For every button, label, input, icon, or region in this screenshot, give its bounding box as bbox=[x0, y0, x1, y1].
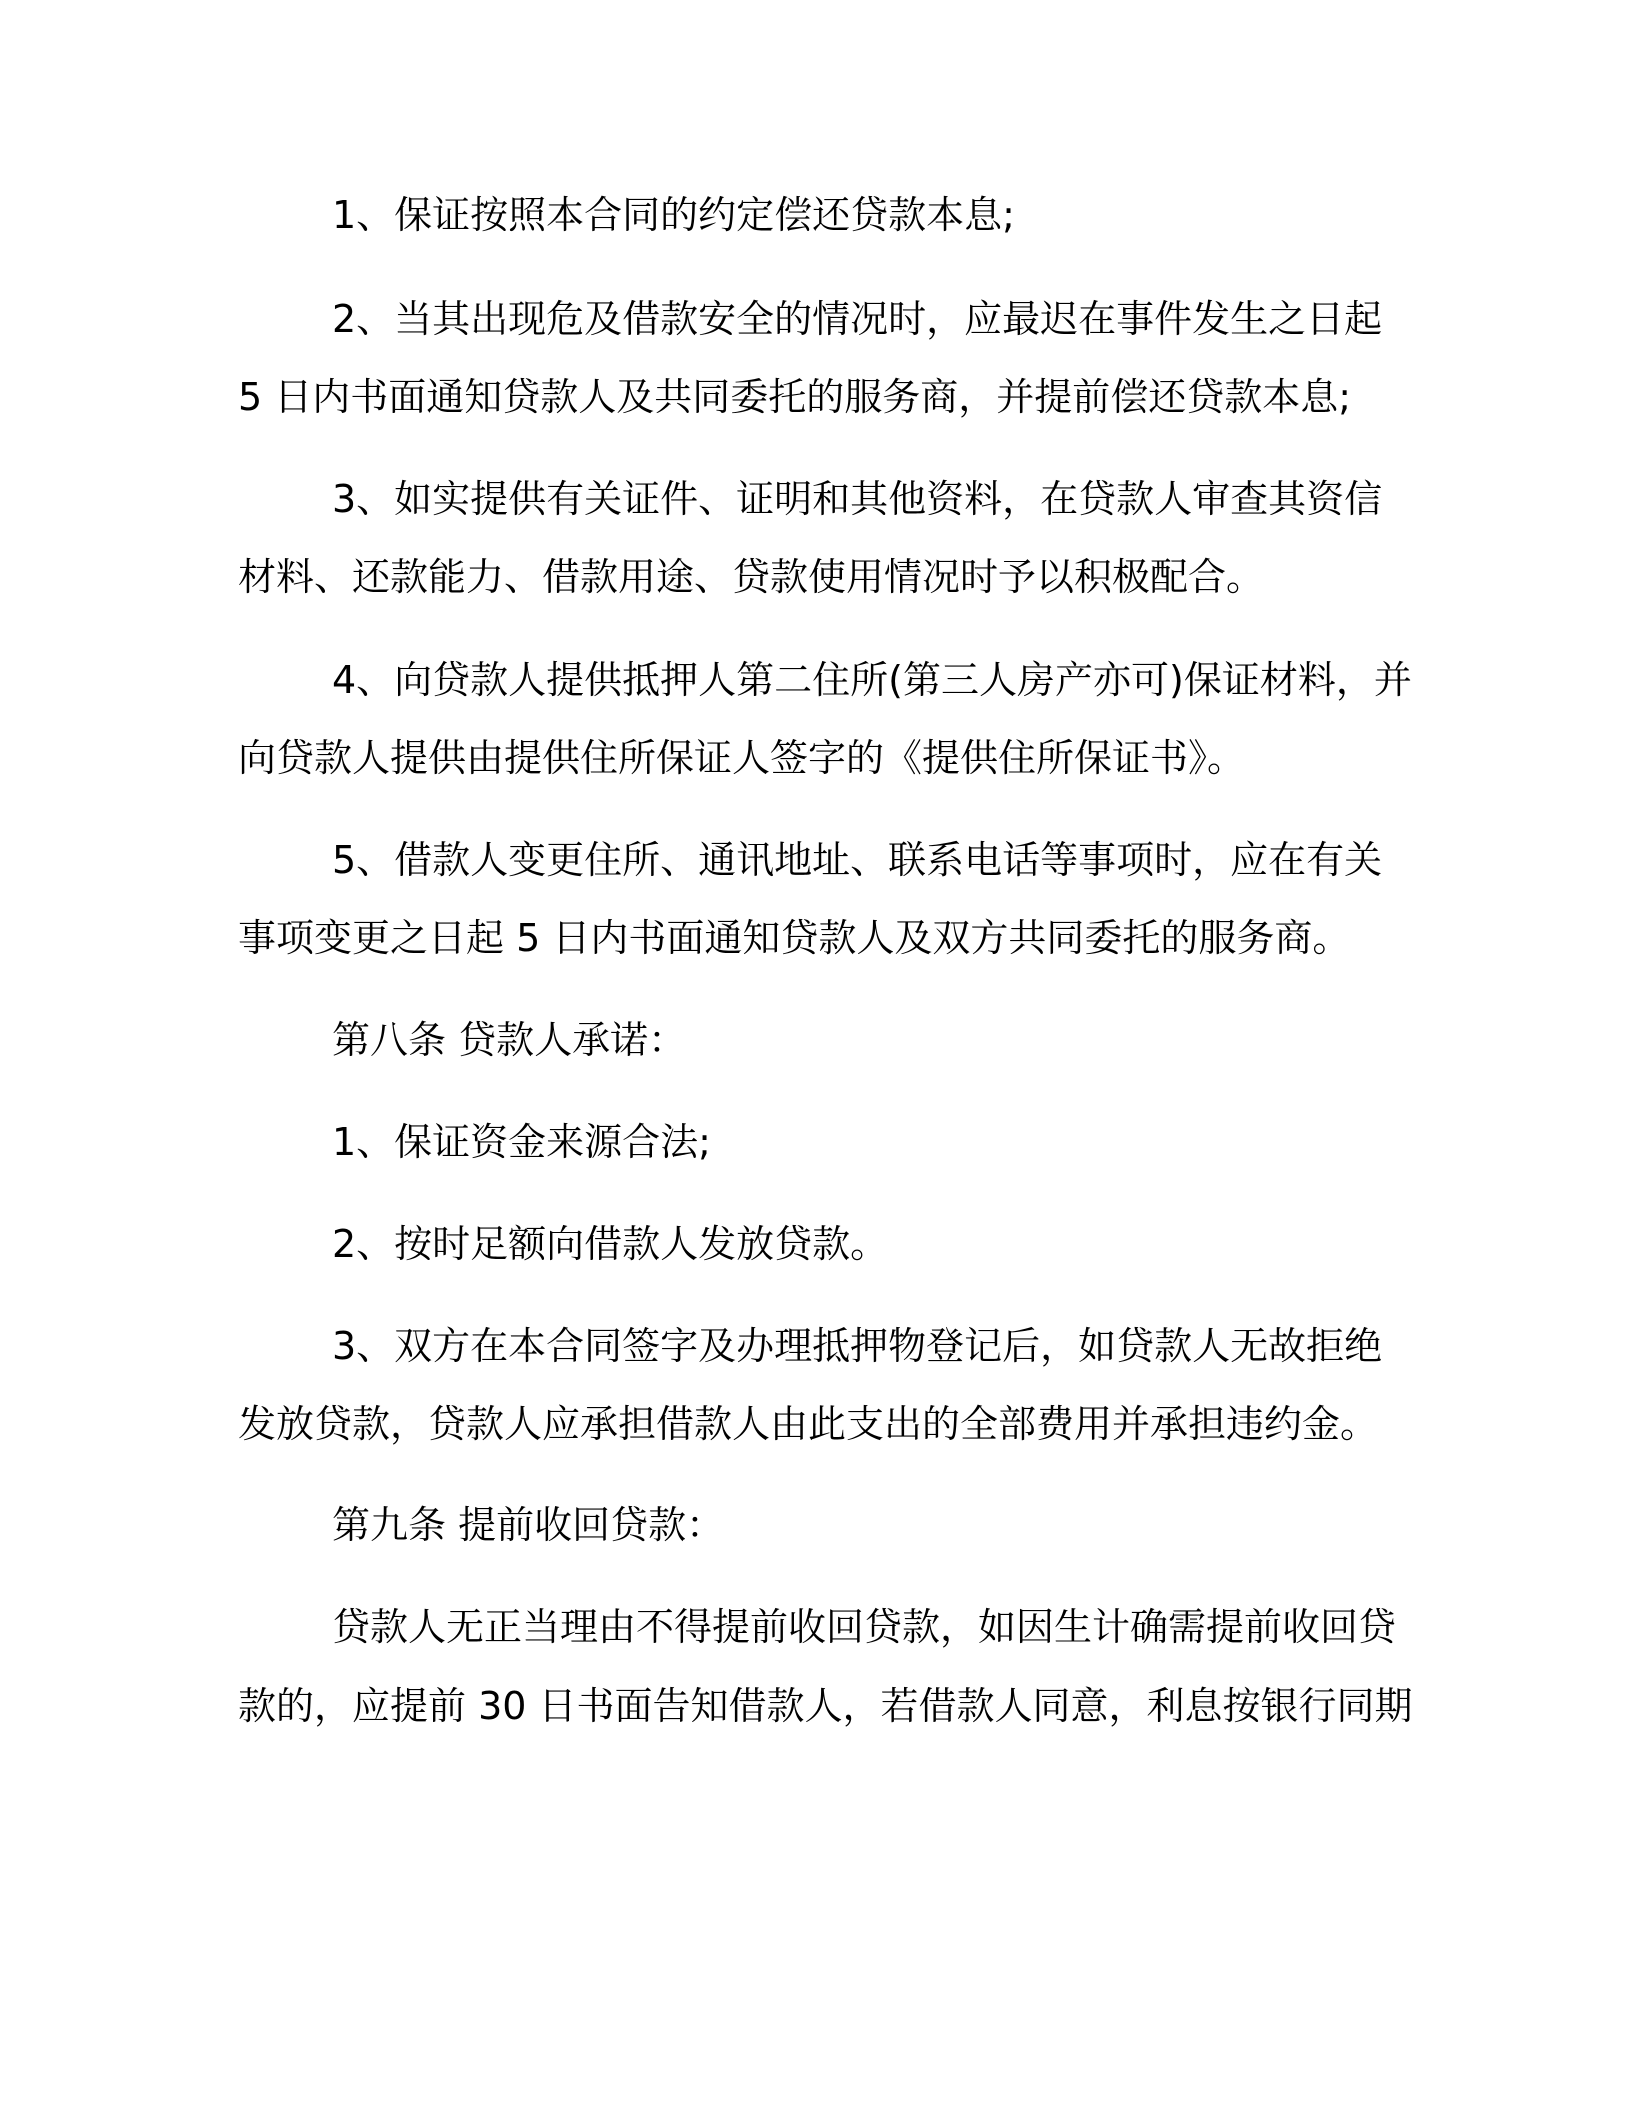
clause-7-item-5-line-2: 事项变更之日起 5 日内书面通知贷款人及双方共同委托的服务商。 bbox=[238, 916, 1351, 960]
clause-7-item-4-line-1: 4、向贷款人提供抵押人第二住所(第三人房产亦可)保证材料，并 bbox=[332, 658, 1412, 702]
clause-9-body-line-2: 款的，应提前 30 日书面告知借款人，若借款人同意，利息按银行同期 bbox=[238, 1684, 1413, 1728]
clause-8-item-1: 1、保证资金来源合法; bbox=[332, 1120, 711, 1164]
clause-7-item-4-line-2: 向贷款人提供由提供住所保证人签字的《提供住所保证书》。 bbox=[238, 736, 1246, 780]
clause-7-item-1: 1、保证按照本合同的约定偿还贷款本息; bbox=[332, 193, 1015, 237]
clause-8-item-2: 2、按时足额向借款人发放贷款。 bbox=[332, 1222, 889, 1266]
clause-7-item-2-line-2: 5 日内书面通知贷款人及共同委托的服务商，并提前偿还贷款本息; bbox=[238, 375, 1352, 419]
clause-7-item-5-line-1: 5、借款人变更住所、通讯地址、联系电话等事项时，应在有关 bbox=[332, 838, 1383, 882]
clause-7-item-3-line-2: 材料、还款能力、借款用途、贷款使用情况时予以积极配合。 bbox=[238, 555, 1265, 599]
clause-7-item-2-line-1: 2、当其出现危及借款安全的情况时，应最迟在事件发生之日起 bbox=[332, 297, 1383, 341]
clause-9-heading: 第九条 提前收回贷款： bbox=[332, 1503, 725, 1547]
clause-8-item-3-line-1: 3、双方在本合同签字及办理抵押物登记后，如贷款人无故拒绝 bbox=[332, 1324, 1383, 1368]
clause-7-item-3-line-1: 3、如实提供有关证件、证明和其他资料，在贷款人审查其资信 bbox=[332, 477, 1383, 521]
clause-9-body-line-1: 贷款人无正当理由不得提前收回贷款，如因生计确需提前收回贷 bbox=[332, 1605, 1397, 1649]
clause-8-item-3-line-2: 发放贷款，贷款人应承担借款人由此支出的全部费用并承担违约金。 bbox=[238, 1402, 1379, 1446]
clause-8-heading: 第八条 贷款人承诺： bbox=[332, 1018, 687, 1062]
